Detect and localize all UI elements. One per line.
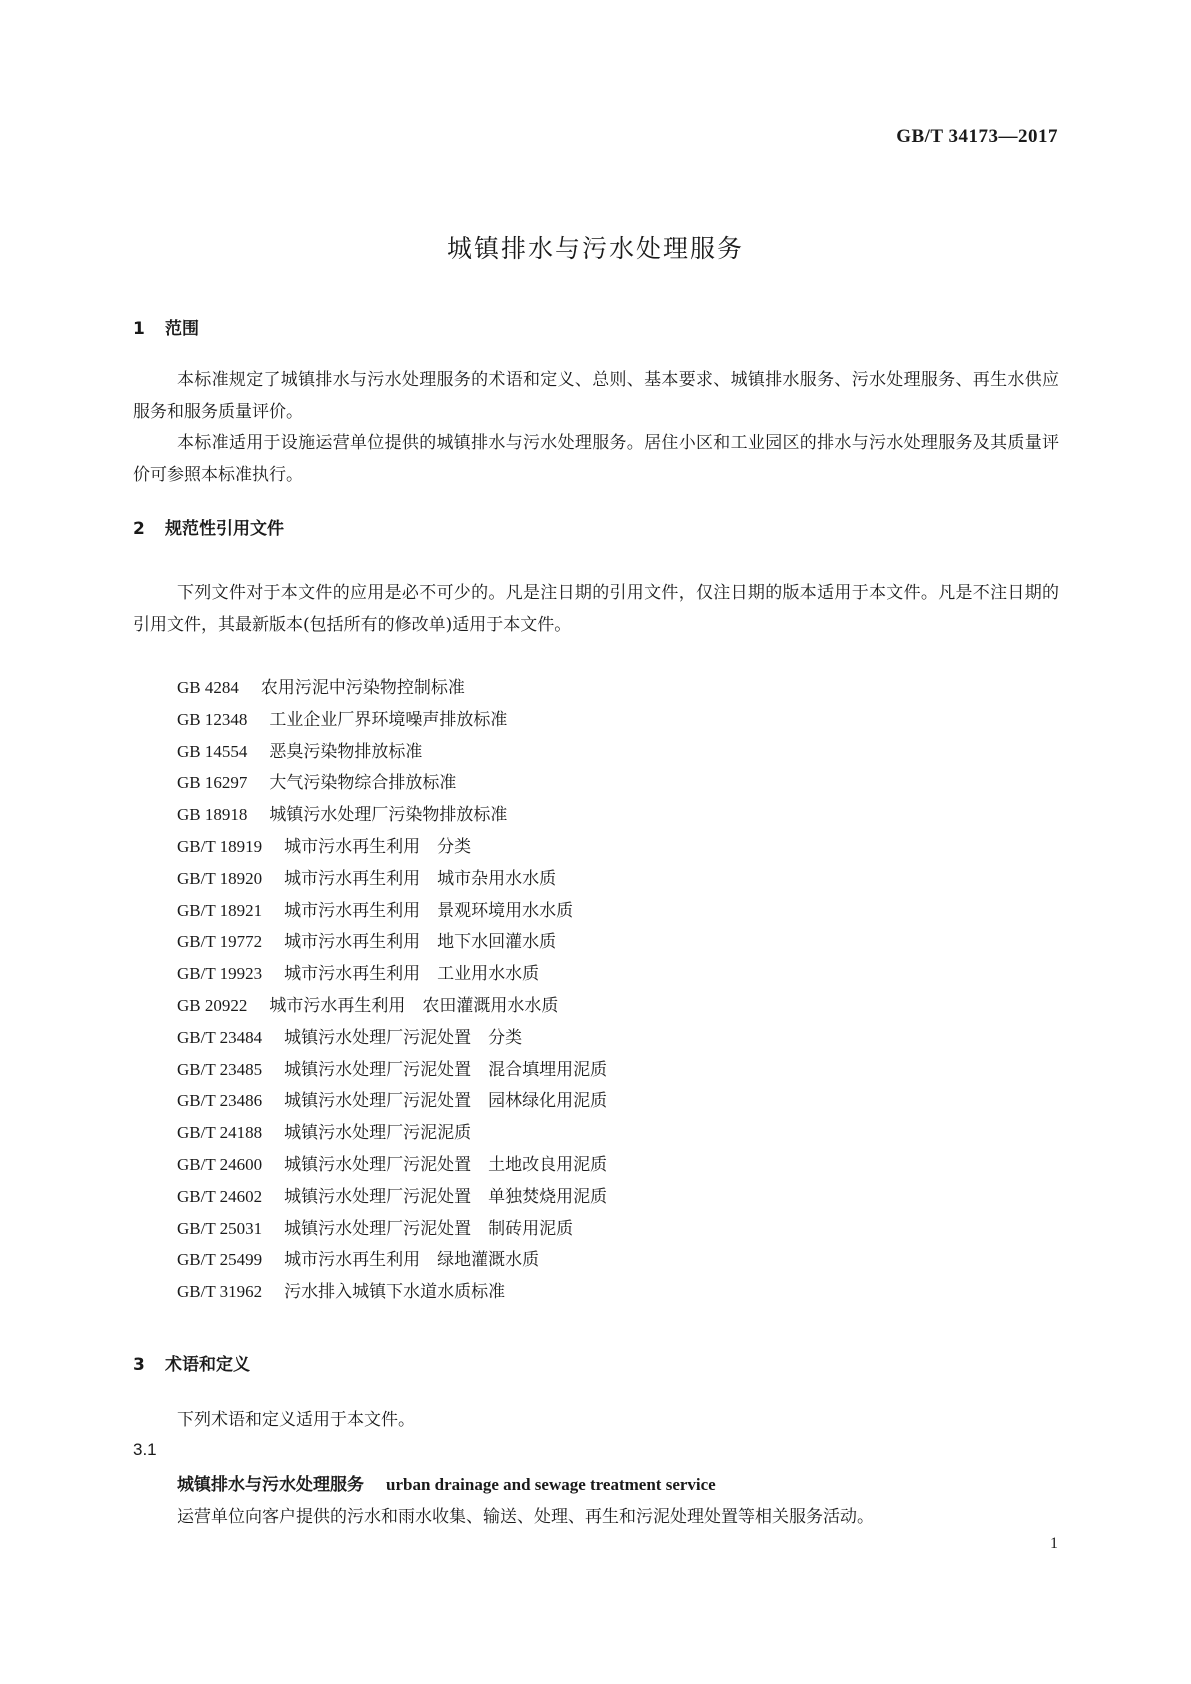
reference-item	[177, 799, 607, 831]
reference-code: GB/T 19772	[177, 932, 263, 952]
reference-item	[177, 1117, 607, 1149]
reference-title: 城镇污水处理厂污染物排放标准	[269, 805, 508, 826]
reference-title: 城市污水再生利用 农田灌溉用水水质	[269, 995, 559, 1016]
term-line	[177, 1470, 716, 1495]
section-2-intro: 下列文件对于本文件的应用是必不可少的。凡是注日期的引用文件，仅注日期的版本适用于本文件。凡是不注日期的引用文件，其最新版本(包括所有的修改单)适用于本文件。	[133, 583, 1059, 635]
reference-item	[177, 1213, 607, 1245]
reference-code: GB/T 23485	[177, 1059, 263, 1079]
reference-title: 城镇污水处理厂污泥处置 土地改良用泥质	[284, 1154, 608, 1175]
reference-item	[177, 831, 607, 863]
reference-title: 城市污水再生利用 工业用水水质	[284, 964, 540, 985]
reference-code: GB/T 18920	[177, 868, 263, 888]
term-chinese: 城镇排水与污水处理服务	[177, 1475, 364, 1495]
reference-title: 农用污泥中污染物控制标准	[260, 678, 465, 698]
reference-code: GB 18918	[177, 805, 248, 825]
reference-title: 城市污水再生利用 分类	[284, 836, 472, 857]
reference-code: GB/T 23484	[177, 1027, 263, 1047]
section-title: 规范性引用文件	[165, 519, 284, 539]
reference-code: GB 20922	[177, 995, 248, 1015]
reference-code: GB/T 18919	[177, 836, 263, 856]
reference-title: 城市污水再生利用 城市杂用水水质	[284, 868, 557, 889]
reference-item	[177, 1085, 607, 1117]
reference-item	[177, 895, 607, 927]
reference-title: 城镇污水处理厂污泥处置 制砖用泥质	[284, 1218, 574, 1239]
reference-item	[177, 1244, 607, 1276]
section-1-paragraph-1: 本标准规定了城镇排水与污水处理服务的术语和定义、总则、基本要求、城镇排水服务、污水处理服务、再生水供应服务和服务质量评价。	[133, 370, 1059, 422]
reference-code: GB/T 25031	[177, 1218, 263, 1238]
section-3-intro: 下列术语和定义适用于本文件。	[177, 1410, 415, 1430]
reference-list	[177, 672, 607, 1308]
reference-item	[177, 1149, 607, 1181]
reference-code: GB/T 24600	[177, 1154, 263, 1174]
document-title: 城镇排水与污水处理服务	[446, 234, 744, 263]
reference-item	[177, 1181, 607, 1213]
reference-code: GB 12348	[177, 709, 248, 729]
reference-code: GB 16297	[177, 773, 248, 793]
reference-title: 污水排入城镇下水道水质标准	[284, 1282, 506, 1303]
reference-item	[177, 704, 607, 736]
reference-code: GB/T 25499	[177, 1250, 263, 1270]
standard-number: GB/T 34173—2017	[896, 126, 1058, 147]
page-number: 1	[1050, 1535, 1058, 1552]
reference-title: 城市污水再生利用 地下水回灌水质	[284, 932, 557, 953]
reference-code: GB/T 24188	[177, 1123, 263, 1143]
section-1-heading	[133, 314, 199, 339]
reference-title: 城镇污水处理厂污泥处置 单独焚烧用泥质	[284, 1186, 608, 1207]
reference-title: 恶臭污染物排放标准	[269, 741, 423, 762]
section-number: 1	[133, 319, 145, 339]
reference-item	[177, 1022, 607, 1054]
reference-title: 工业企业厂界环境噪声排放标准	[269, 709, 508, 730]
section-number: 3	[133, 1355, 145, 1375]
reference-title: 城市污水再生利用 绿地灌溉水质	[284, 1250, 540, 1271]
section-title: 术语和定义	[165, 1355, 250, 1375]
reference-code: GB 14554	[177, 741, 248, 761]
reference-item	[177, 672, 607, 704]
section-3-heading	[133, 1350, 250, 1375]
term-english: urban drainage and sewage treatment service	[386, 1475, 716, 1494]
reference-item	[177, 1054, 607, 1086]
reference-item	[177, 926, 607, 958]
reference-title: 城镇污水处理厂污泥处置 园林绿化用泥质	[284, 1091, 608, 1112]
reference-code: GB/T 23486	[177, 1091, 263, 1111]
reference-title: 城镇污水处理厂污泥处置 混合填埋用泥质	[284, 1059, 608, 1080]
reference-title: 城市污水再生利用 景观环境用水水质	[284, 900, 574, 921]
reference-title: 大气污染物综合排放标准	[269, 773, 457, 794]
reference-item	[177, 990, 607, 1022]
term-definition: 运营单位向客户提供的污水和雨水收集、输送、处理、再生和污泥处理处置等相关服务活动。	[177, 1507, 874, 1527]
section-2-heading	[133, 514, 284, 539]
reference-code: GB/T 24602	[177, 1186, 263, 1206]
section-1-paragraph-2: 本标准适用于设施运营单位提供的城镇排水与污水处理服务。居住小区和工业园区的排水与污水处理服务及其质量评价可参照本标准执行。	[133, 433, 1059, 485]
reference-item	[177, 863, 607, 895]
reference-item	[177, 767, 607, 799]
reference-title: 城镇污水处理厂污泥处置 分类	[284, 1027, 523, 1048]
section-title: 范围	[165, 319, 199, 339]
section-number: 2	[133, 519, 145, 539]
reference-code: GB/T 31962	[177, 1282, 263, 1302]
reference-item	[177, 1276, 607, 1308]
reference-item	[177, 958, 607, 990]
term-number: 3.1	[133, 1440, 157, 1459]
reference-code: GB/T 19923	[177, 964, 263, 984]
reference-title: 城镇污水处理厂污泥泥质	[284, 1123, 472, 1144]
reference-code: GB 4284	[177, 678, 239, 697]
reference-code: GB/T 18921	[177, 900, 263, 920]
reference-item	[177, 736, 607, 768]
